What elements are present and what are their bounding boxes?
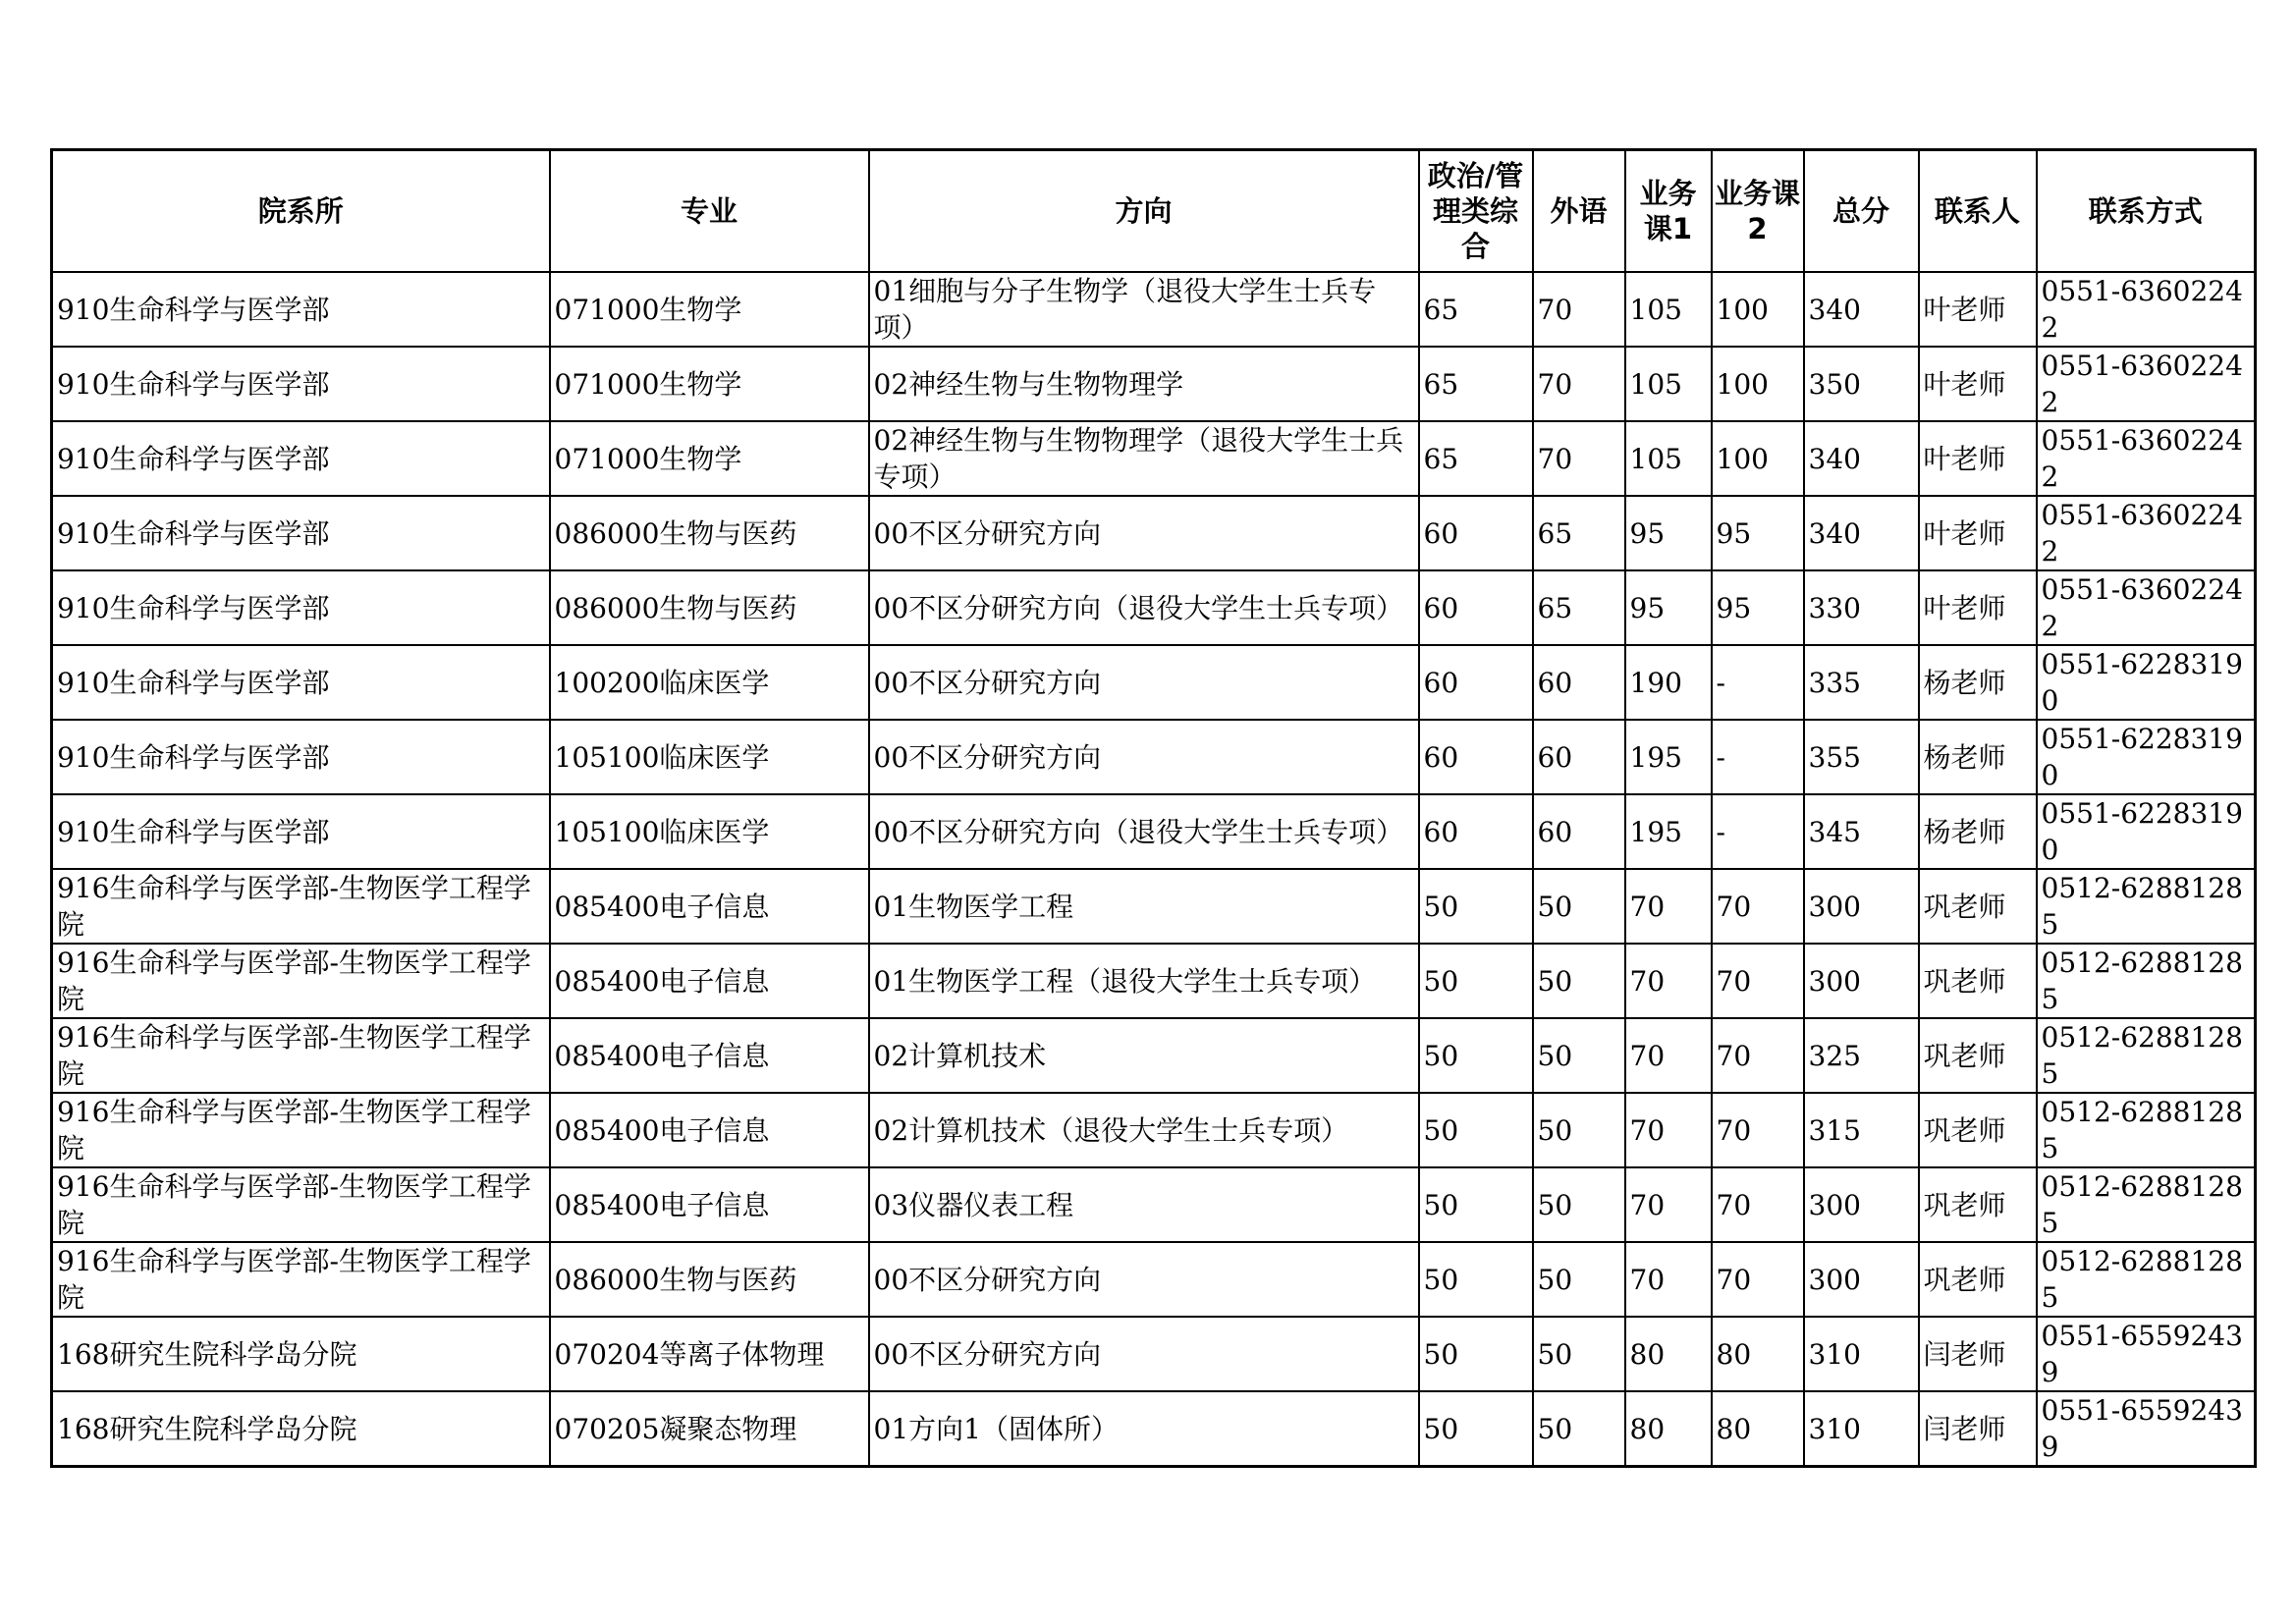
total-cell: 300 [1804,1242,1919,1317]
contact-cell: 叶老师 [1919,421,2037,496]
course1-cell: 80 [1625,1391,1712,1467]
course2-cell: 100 [1712,347,1804,421]
dept-cell: 910生命科学与医学部 [52,496,550,570]
course2-cell: - [1712,794,1804,869]
major-cell: 100200临床医学 [550,645,869,720]
major-cell: 085400电子信息 [550,944,869,1018]
major-cell: 085400电子信息 [550,1167,869,1242]
table-row [52,720,2256,794]
course2-cell: 100 [1712,272,1804,347]
major-cell: 086000生物与医药 [550,1242,869,1317]
course2-cell: 100 [1712,421,1804,496]
table-row [52,869,2256,944]
course2-cell: - [1712,720,1804,794]
course2-cell: 95 [1712,570,1804,645]
phone-cell: 0551-62283190 [2037,720,2256,794]
major-cell: 086000生物与医药 [550,496,869,570]
table-row [52,496,2256,570]
dept-cell: 910生命科学与医学部 [52,272,550,347]
table-row [52,944,2256,1018]
total-cell: 350 [1804,347,1919,421]
contact-cell: 巩老师 [1919,1093,2037,1167]
table-row [52,794,2256,869]
politics-cell: 65 [1419,272,1533,347]
course1-cell: 70 [1625,1242,1712,1317]
foreign-cell: 70 [1533,272,1625,347]
header-dept: 院系所 [52,150,550,273]
table-row [52,421,2256,496]
table-row [52,645,2256,720]
contact-cell: 杨老师 [1919,645,2037,720]
dept-cell: 916生命科学与医学部-生物医学工程学院 [52,1018,550,1093]
foreign-cell: 60 [1533,720,1625,794]
major-cell: 105100临床医学 [550,794,869,869]
dept-cell: 910生命科学与医学部 [52,794,550,869]
dept-cell: 916生命科学与医学部-生物医学工程学院 [52,869,550,944]
header-direction: 方向 [869,150,1419,273]
dept-cell: 910生命科学与医学部 [52,421,550,496]
politics-cell: 50 [1419,1167,1533,1242]
phone-cell: 0512-62881285 [2037,869,2256,944]
header-course1: 业务课1 [1625,150,1712,273]
header-row [52,150,2256,273]
dept-cell: 910生命科学与医学部 [52,720,550,794]
direction-cell: 01生物医学工程（退役大学生士兵专项） [869,944,1419,1018]
politics-cell: 50 [1419,1242,1533,1317]
major-cell: 086000生物与医药 [550,570,869,645]
politics-cell: 60 [1419,645,1533,720]
phone-cell: 0551-65592439 [2037,1391,2256,1467]
foreign-cell: 50 [1533,1093,1625,1167]
total-cell: 330 [1804,570,1919,645]
foreign-cell: 50 [1533,1317,1625,1391]
foreign-cell: 50 [1533,869,1625,944]
contact-cell: 巩老师 [1919,1242,2037,1317]
course1-cell: 105 [1625,347,1712,421]
course1-cell: 190 [1625,645,1712,720]
course1-cell: 70 [1625,1093,1712,1167]
direction-cell: 03仪器仪表工程 [869,1167,1419,1242]
dept-cell: 168研究生院科学岛分院 [52,1317,550,1391]
course1-cell: 195 [1625,720,1712,794]
contact-cell: 叶老师 [1919,496,2037,570]
phone-cell: 0551-62283190 [2037,794,2256,869]
phone-cell: 0551-65592439 [2037,1317,2256,1391]
politics-cell: 50 [1419,869,1533,944]
contact-cell: 闫老师 [1919,1391,2037,1467]
contact-cell: 叶老师 [1919,347,2037,421]
phone-cell: 0551-63602242 [2037,421,2256,496]
total-cell: 340 [1804,272,1919,347]
phone-cell: 0512-62881285 [2037,1242,2256,1317]
contact-cell: 叶老师 [1919,272,2037,347]
politics-cell: 50 [1419,1391,1533,1467]
course2-cell: 70 [1712,1242,1804,1317]
phone-cell: 0512-62881285 [2037,944,2256,1018]
dept-cell: 916生命科学与医学部-生物医学工程学院 [52,1167,550,1242]
foreign-cell: 50 [1533,1391,1625,1467]
total-cell: 300 [1804,944,1919,1018]
total-cell: 355 [1804,720,1919,794]
phone-cell: 0551-63602242 [2037,272,2256,347]
foreign-cell: 50 [1533,1242,1625,1317]
direction-cell: 02神经生物与生物物理学 [869,347,1419,421]
direction-cell: 00不区分研究方向 [869,1317,1419,1391]
major-cell: 085400电子信息 [550,1093,869,1167]
header-politics: 政治/管理类综合 [1419,150,1533,273]
phone-cell: 0512-62881285 [2037,1018,2256,1093]
table-row [52,1242,2256,1317]
header-foreign: 外语 [1533,150,1625,273]
direction-cell: 00不区分研究方向 [869,720,1419,794]
header-major: 专业 [550,150,869,273]
foreign-cell: 50 [1533,944,1625,1018]
foreign-cell: 65 [1533,496,1625,570]
total-cell: 300 [1804,869,1919,944]
course2-cell: 80 [1712,1391,1804,1467]
table-row [52,570,2256,645]
course1-cell: 80 [1625,1317,1712,1391]
major-cell: 070204等离子体物理 [550,1317,869,1391]
politics-cell: 60 [1419,794,1533,869]
course2-cell: 70 [1712,1018,1804,1093]
politics-cell: 60 [1419,720,1533,794]
direction-cell: 01生物医学工程 [869,869,1419,944]
phone-cell: 0551-63602242 [2037,570,2256,645]
contact-cell: 巩老师 [1919,1167,2037,1242]
dept-cell: 168研究生院科学岛分院 [52,1391,550,1467]
header-contact: 联系人 [1919,150,2037,273]
phone-cell: 0551-62283190 [2037,645,2256,720]
table-row [52,1391,2256,1467]
dept-cell: 916生命科学与医学部-生物医学工程学院 [52,1242,550,1317]
course1-cell: 105 [1625,272,1712,347]
total-cell: 325 [1804,1018,1919,1093]
course2-cell: 70 [1712,944,1804,1018]
foreign-cell: 65 [1533,570,1625,645]
score-table-sheet [50,148,2254,1468]
politics-cell: 60 [1419,570,1533,645]
course1-cell: 195 [1625,794,1712,869]
course2-cell: 80 [1712,1317,1804,1391]
politics-cell: 50 [1419,1093,1533,1167]
dept-cell: 910生命科学与医学部 [52,570,550,645]
foreign-cell: 70 [1533,347,1625,421]
major-cell: 071000生物学 [550,347,869,421]
total-cell: 335 [1804,645,1919,720]
major-cell: 071000生物学 [550,421,869,496]
total-cell: 300 [1804,1167,1919,1242]
direction-cell: 00不区分研究方向 [869,496,1419,570]
dept-cell: 910生命科学与医学部 [52,347,550,421]
major-cell: 070205凝聚态物理 [550,1391,869,1467]
course1-cell: 70 [1625,1167,1712,1242]
table-row [52,347,2256,421]
course1-cell: 70 [1625,1018,1712,1093]
course1-cell: 70 [1625,944,1712,1018]
politics-cell: 50 [1419,1317,1533,1391]
phone-cell: 0551-63602242 [2037,347,2256,421]
major-cell: 085400电子信息 [550,1018,869,1093]
politics-cell: 65 [1419,347,1533,421]
dept-cell: 916生命科学与医学部-生物医学工程学院 [52,944,550,1018]
total-cell: 315 [1804,1093,1919,1167]
table-row [52,272,2256,347]
score-table [50,148,2257,1468]
dept-cell: 916生命科学与医学部-生物医学工程学院 [52,1093,550,1167]
direction-cell: 01方向1（固体所） [869,1391,1419,1467]
header-total: 总分 [1804,150,1919,273]
course1-cell: 95 [1625,570,1712,645]
course2-cell: 70 [1712,1167,1804,1242]
header-course2: 业务课2 [1712,150,1804,273]
table-row [52,1167,2256,1242]
dept-cell: 910生命科学与医学部 [52,645,550,720]
foreign-cell: 50 [1533,1167,1625,1242]
contact-cell: 叶老师 [1919,570,2037,645]
table-header [52,150,2256,273]
phone-cell: 0512-62881285 [2037,1093,2256,1167]
course1-cell: 105 [1625,421,1712,496]
phone-cell: 0512-62881285 [2037,1167,2256,1242]
direction-cell: 00不区分研究方向（退役大学生士兵专项） [869,570,1419,645]
course2-cell: 70 [1712,1093,1804,1167]
politics-cell: 60 [1419,496,1533,570]
table-row [52,1093,2256,1167]
course1-cell: 70 [1625,869,1712,944]
direction-cell: 02计算机技术 [869,1018,1419,1093]
direction-cell: 01细胞与分子生物学（退役大学生士兵专项） [869,272,1419,347]
table-body [52,272,2256,1467]
course2-cell: 95 [1712,496,1804,570]
contact-cell: 杨老师 [1919,794,2037,869]
total-cell: 340 [1804,421,1919,496]
course2-cell: - [1712,645,1804,720]
direction-cell: 02神经生物与生物物理学（退役大学生士兵专项） [869,421,1419,496]
total-cell: 310 [1804,1391,1919,1467]
foreign-cell: 70 [1533,421,1625,496]
contact-cell: 巩老师 [1919,944,2037,1018]
politics-cell: 50 [1419,1018,1533,1093]
foreign-cell: 60 [1533,794,1625,869]
contact-cell: 巩老师 [1919,1018,2037,1093]
table-row [52,1018,2256,1093]
contact-cell: 闫老师 [1919,1317,2037,1391]
politics-cell: 65 [1419,421,1533,496]
contact-cell: 巩老师 [1919,869,2037,944]
direction-cell: 02计算机技术（退役大学生士兵专项） [869,1093,1419,1167]
major-cell: 105100临床医学 [550,720,869,794]
direction-cell: 00不区分研究方向（退役大学生士兵专项） [869,794,1419,869]
direction-cell: 00不区分研究方向 [869,1242,1419,1317]
foreign-cell: 50 [1533,1018,1625,1093]
total-cell: 310 [1804,1317,1919,1391]
contact-cell: 杨老师 [1919,720,2037,794]
course1-cell: 95 [1625,496,1712,570]
total-cell: 340 [1804,496,1919,570]
direction-cell: 00不区分研究方向 [869,645,1419,720]
table-row [52,1317,2256,1391]
foreign-cell: 60 [1533,645,1625,720]
phone-cell: 0551-63602242 [2037,496,2256,570]
politics-cell: 50 [1419,944,1533,1018]
major-cell: 071000生物学 [550,272,869,347]
header-phone: 联系方式 [2037,150,2256,273]
major-cell: 085400电子信息 [550,869,869,944]
total-cell: 345 [1804,794,1919,869]
course2-cell: 70 [1712,869,1804,944]
